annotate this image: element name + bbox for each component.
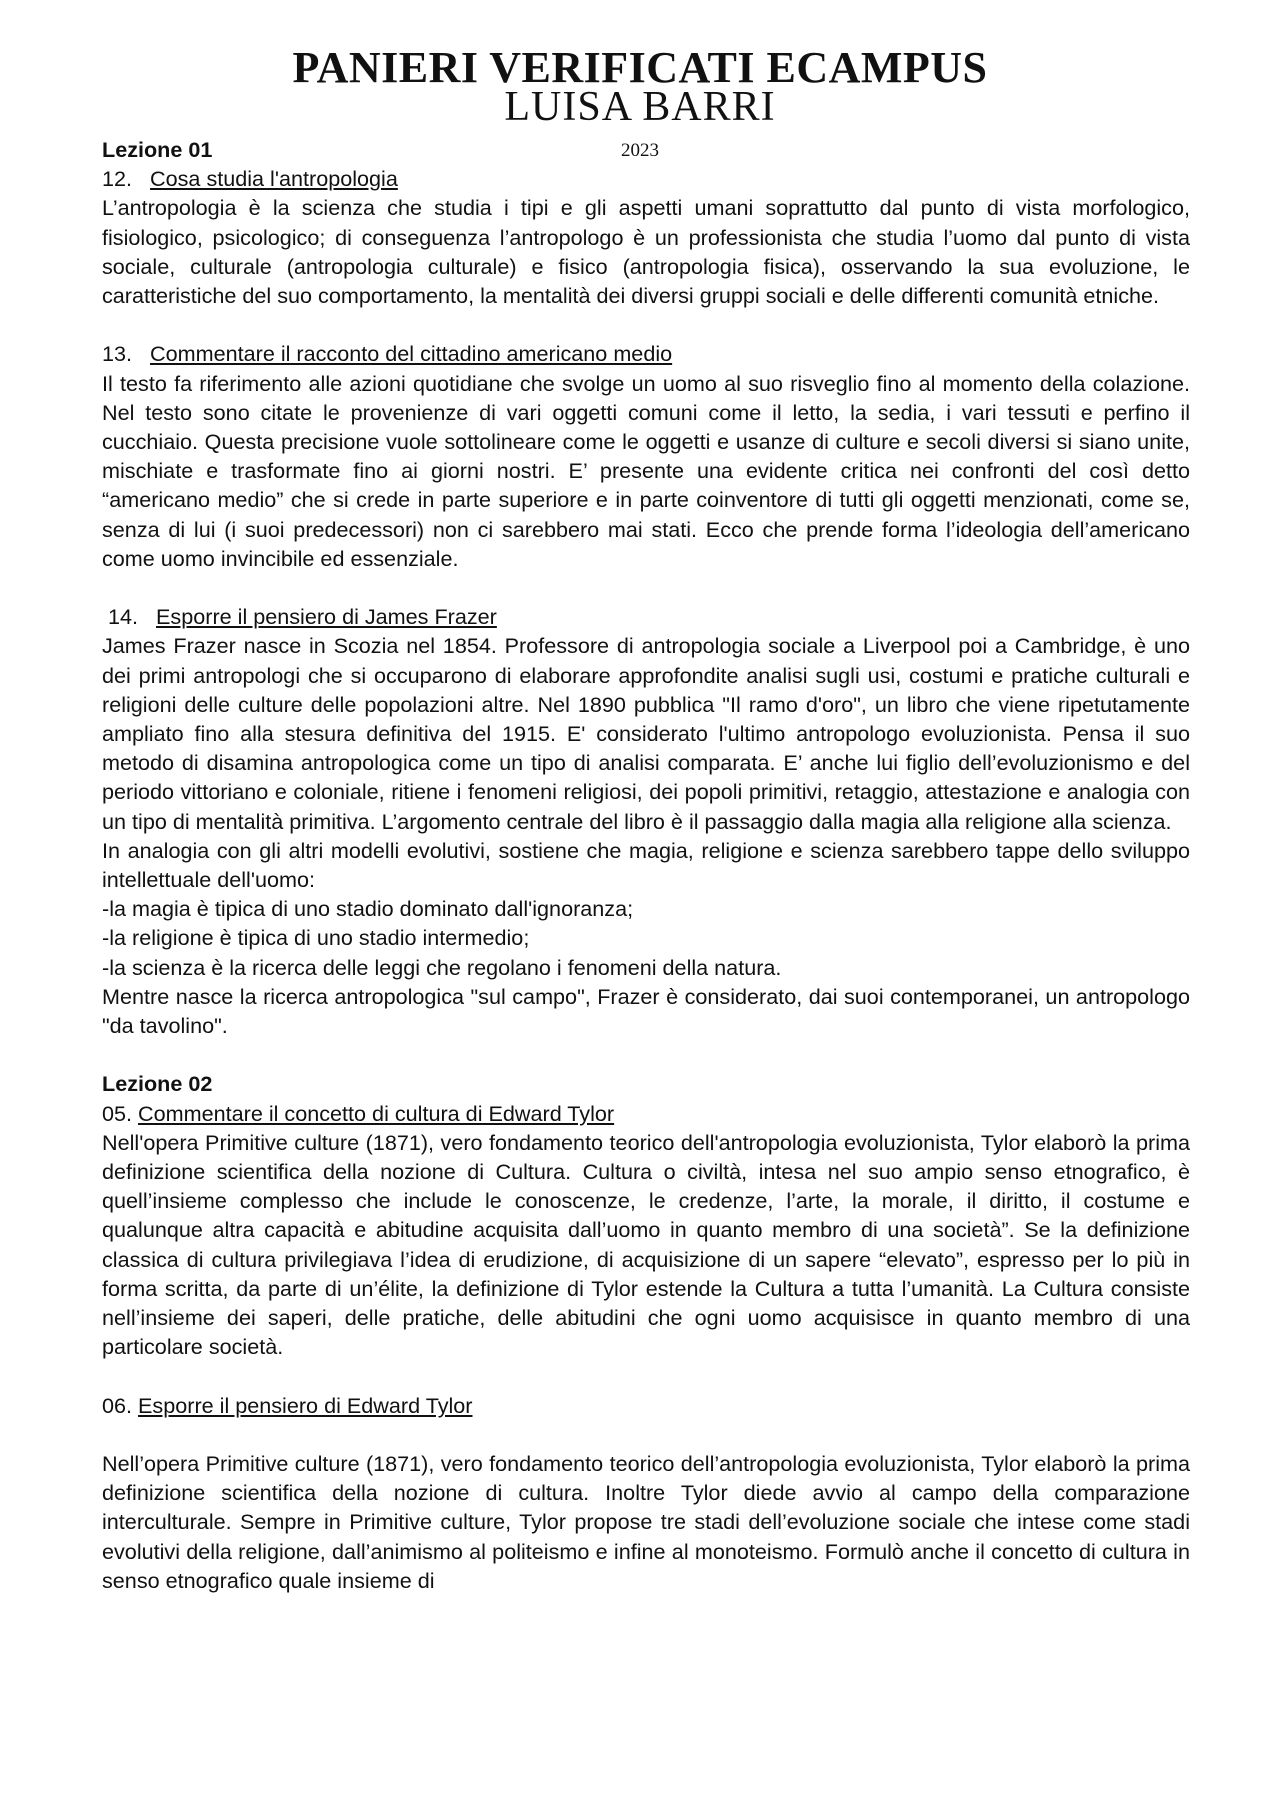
question-number: 06.: [102, 1392, 133, 1418]
question-title: Esporre il pensiero di Edward Tylor: [138, 1392, 473, 1418]
lesson-heading: Lezione 01: [102, 137, 213, 162]
answer-paragraph: Nell’opera Primitive culture (1871), vero fondamento teorico dell’antropologia evoluzionista, Tylor elaborò la prima definizione scientifica della nozione di cultura. Inoltre Tylor diede avvio al campo della comparazione interculturale. Sempre in Primitive culture, Tylor propose tre stadi dell’evoluzione sociale che intese come stadi evolutivi della religione, dall’animismo al politeismo e infine al monoteismo. Formulò anche il concetto di cultura in senso etnografico quale insieme di: [102, 1451, 1190, 1593]
question-number: 13.: [102, 341, 133, 367]
question-number: 12.: [102, 166, 133, 192]
question-title: Cosa studia l'antropologia: [150, 166, 398, 192]
answer-paragraph: Mentre nasce la ricerca antropologica "sul campo", Frazer è considerato, dai suoi contemporanei, un antropologo "da tavolino".: [102, 983, 1190, 1039]
document-body: [102, 135, 1190, 1595]
question-heading: [102, 1391, 1190, 1420]
answer-paragraph: Nell'opera Primitive culture (1871), vero fondamento teorico dell'antropologia evoluzionista, Tylor elaborò la prima definizione scientifica della nozione di Cultura. Cultura o civiltà, intesa nel suo ampio senso etnografico, è quell’insieme complesso che include le conoscenze, le credenze, l’arte, la morale, il diritto, il costume e qualunque altra capacità e abitudine acquisita dall’uomo in quanto membro di una società”. Se la definizione classica di cultura privilegiava l’idea di erudizione, di acquisizione di un sapere “elevato”, espresso per lo più in forma scritta, da parte di un’élite, la definizione di Tylor estende la Cultura a tutta l’umanità. La Cultura consiste nell’insieme dei saperi, delle pratiche, delle abitudini che ogni uomo acquisisce in quanto membro di una particolare società.: [102, 1129, 1190, 1360]
question-heading: [102, 602, 1190, 631]
answer-paragraph: L’antropologia è la scienza che studia i tipi e gli aspetti umani soprattutto dal punto di vista morfologico, fisiologico, psicologico; di conseguenza l’antropologo è un professionista che studia l’uomo dal punto di vista sociale, culturale (antropologia culturale) e fisico (antropologia fisica), osservando la sua evoluzione, le caratteristiche del suo comportamento, la mentalità dei diversi gruppi sociali e delle differenti comunità etniche.: [102, 195, 1190, 309]
question-number: 14.: [108, 604, 139, 630]
lesson-heading: Lezione 02: [102, 1071, 213, 1097]
question-title: Esporre il pensiero di James Frazer: [156, 604, 497, 630]
question-title: Commentare il racconto del cittadino americano medio: [150, 341, 673, 367]
answer-paragraph: James Frazer nasce in Scozia nel 1854. Professore di antropologia sociale a Liverpool poi a Cambridge, è uno dei primi antropologi che si occuparono di elaborare approfondite analisi sugli usi, costumi e pratiche culturali e religioni delle culture delle popolazioni altre. Nel 1890 pubblica "Il ramo d'oro", un libro che viene ripetutamente ampliato fino alla stesura definitiva del 1915. E' considerato l'ultimo antropologo evoluzionista. Pensa il suo metodo di disamina antropologica come un tipo di analisi comparata. E’ anche lui figlio dell’evoluzionismo e del periodo vittoriano e coloniale, ritiene i fenomeni religiosi, dei popoli primitivi, retaggio, attestazione e analogia con un tipo di mentalità primitiva. L’argomento centrale del libro è il passaggio dalla magia alla religione alla scienza.: [102, 633, 1190, 834]
document-header: [0, 44, 1280, 128]
answer-paragraph: Il testo fa riferimento alle azioni quotidiane che svolge un uomo al suo risveglio fino al momento della colazione. Nel testo sono citate le provenienze di vari oggetti comuni come il letto, la sedia, i vari tessuti e perfino il cucchiaio. Questa precisione vuole sottolineare come le oggetti e usanze di culture e secoli diversi si siano unite, mischiate e trasformate fino ai giorni nostri. E’ presente una evidente critica nei confronti del così detto “americano medio” che si crede in parte superiore e in parte coinventore di tutti gli oggetti menzionati, come se, senza di lui (i suoi predecessori) non ci sarebbero mai stati. Ecco che prende forma l’ideologia dell’americano come uomo invincibile ed essenziale.: [102, 370, 1190, 571]
question-number: 05.: [102, 1100, 133, 1126]
question-heading: [102, 164, 1190, 193]
answer-paragraph: In analogia con gli altri modelli evolutivi, sostiene che magia, religione e scienza sarebbero tappe dello sviluppo intellettuale dell'uomo:: [102, 837, 1190, 893]
document-author: LUISA BARRI: [504, 84, 776, 130]
list-item: -la magia è tipica di uno stadio dominato dall'ignoranza;: [102, 896, 634, 922]
question-title: Commentare il concetto di cultura di Edward Tylor: [138, 1100, 615, 1126]
question-heading: [102, 339, 1190, 368]
question-heading: [102, 1099, 1190, 1128]
list-item: -la religione è tipica di uno stadio intermedio;: [102, 925, 530, 951]
list-item: -la scienza è la ricerca delle leggi che regolano i fenomeni della natura.: [102, 954, 782, 980]
document-title: PANIERI VERIFICATI ECAMPUS: [292, 43, 988, 92]
document-year: 2023: [621, 140, 659, 161]
